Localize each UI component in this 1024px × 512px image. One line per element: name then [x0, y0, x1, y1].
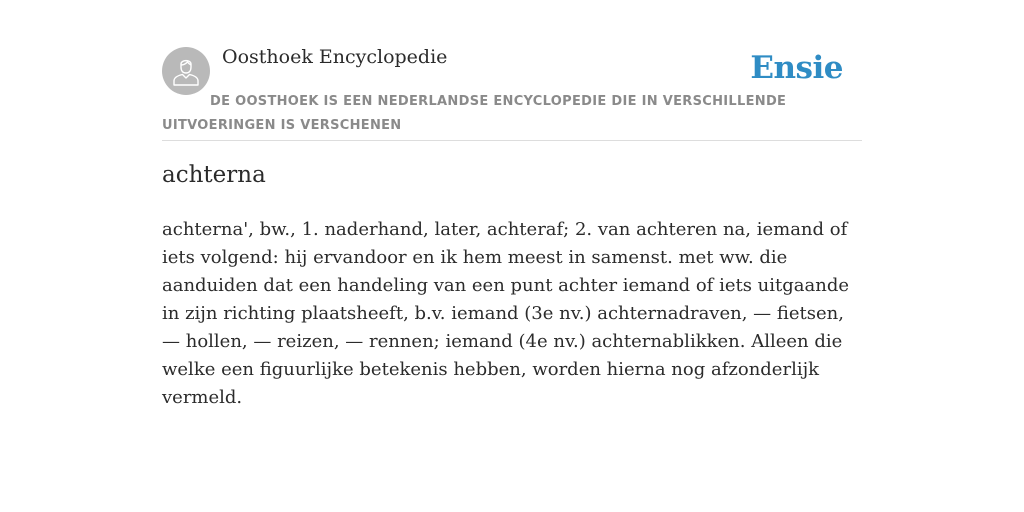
- ensie-logo[interactable]: Ensie: [750, 50, 843, 86]
- source-header: [162, 40, 862, 141]
- source-title[interactable]: Oosthoek Encyclopedie: [222, 46, 448, 68]
- source-avatar[interactable]: [162, 47, 210, 95]
- entry-title: achterna: [162, 162, 266, 188]
- user-icon: [172, 56, 200, 86]
- source-description: DE OOSTHOEK IS EEN NEDERLANDSE ENCYCLOPEDIE DIE IN VERSCHILLENDE UITVOERINGEN IS VERSCHENEN: [162, 94, 787, 133]
- entry-body: achterna', bw., 1. naderhand, later, achteraf; 2. van achteren na, iemand of iets volgend: hij ervandoor en ik hem meest in samenst. met ww. die aanduiden dat een handeling van een punt achter iemand of iets uitgaande in zijn richting plaatsheeft, b.v. iemand (3e nv.) achternadraven, — fietsen, — hollen, — reizen, — rennen; iemand (4e nv.) achternablikken. Alleen die welke een figuurlijke betekenis hebben, worden hierna nog afzonderlijk vermeld.: [162, 219, 850, 408]
